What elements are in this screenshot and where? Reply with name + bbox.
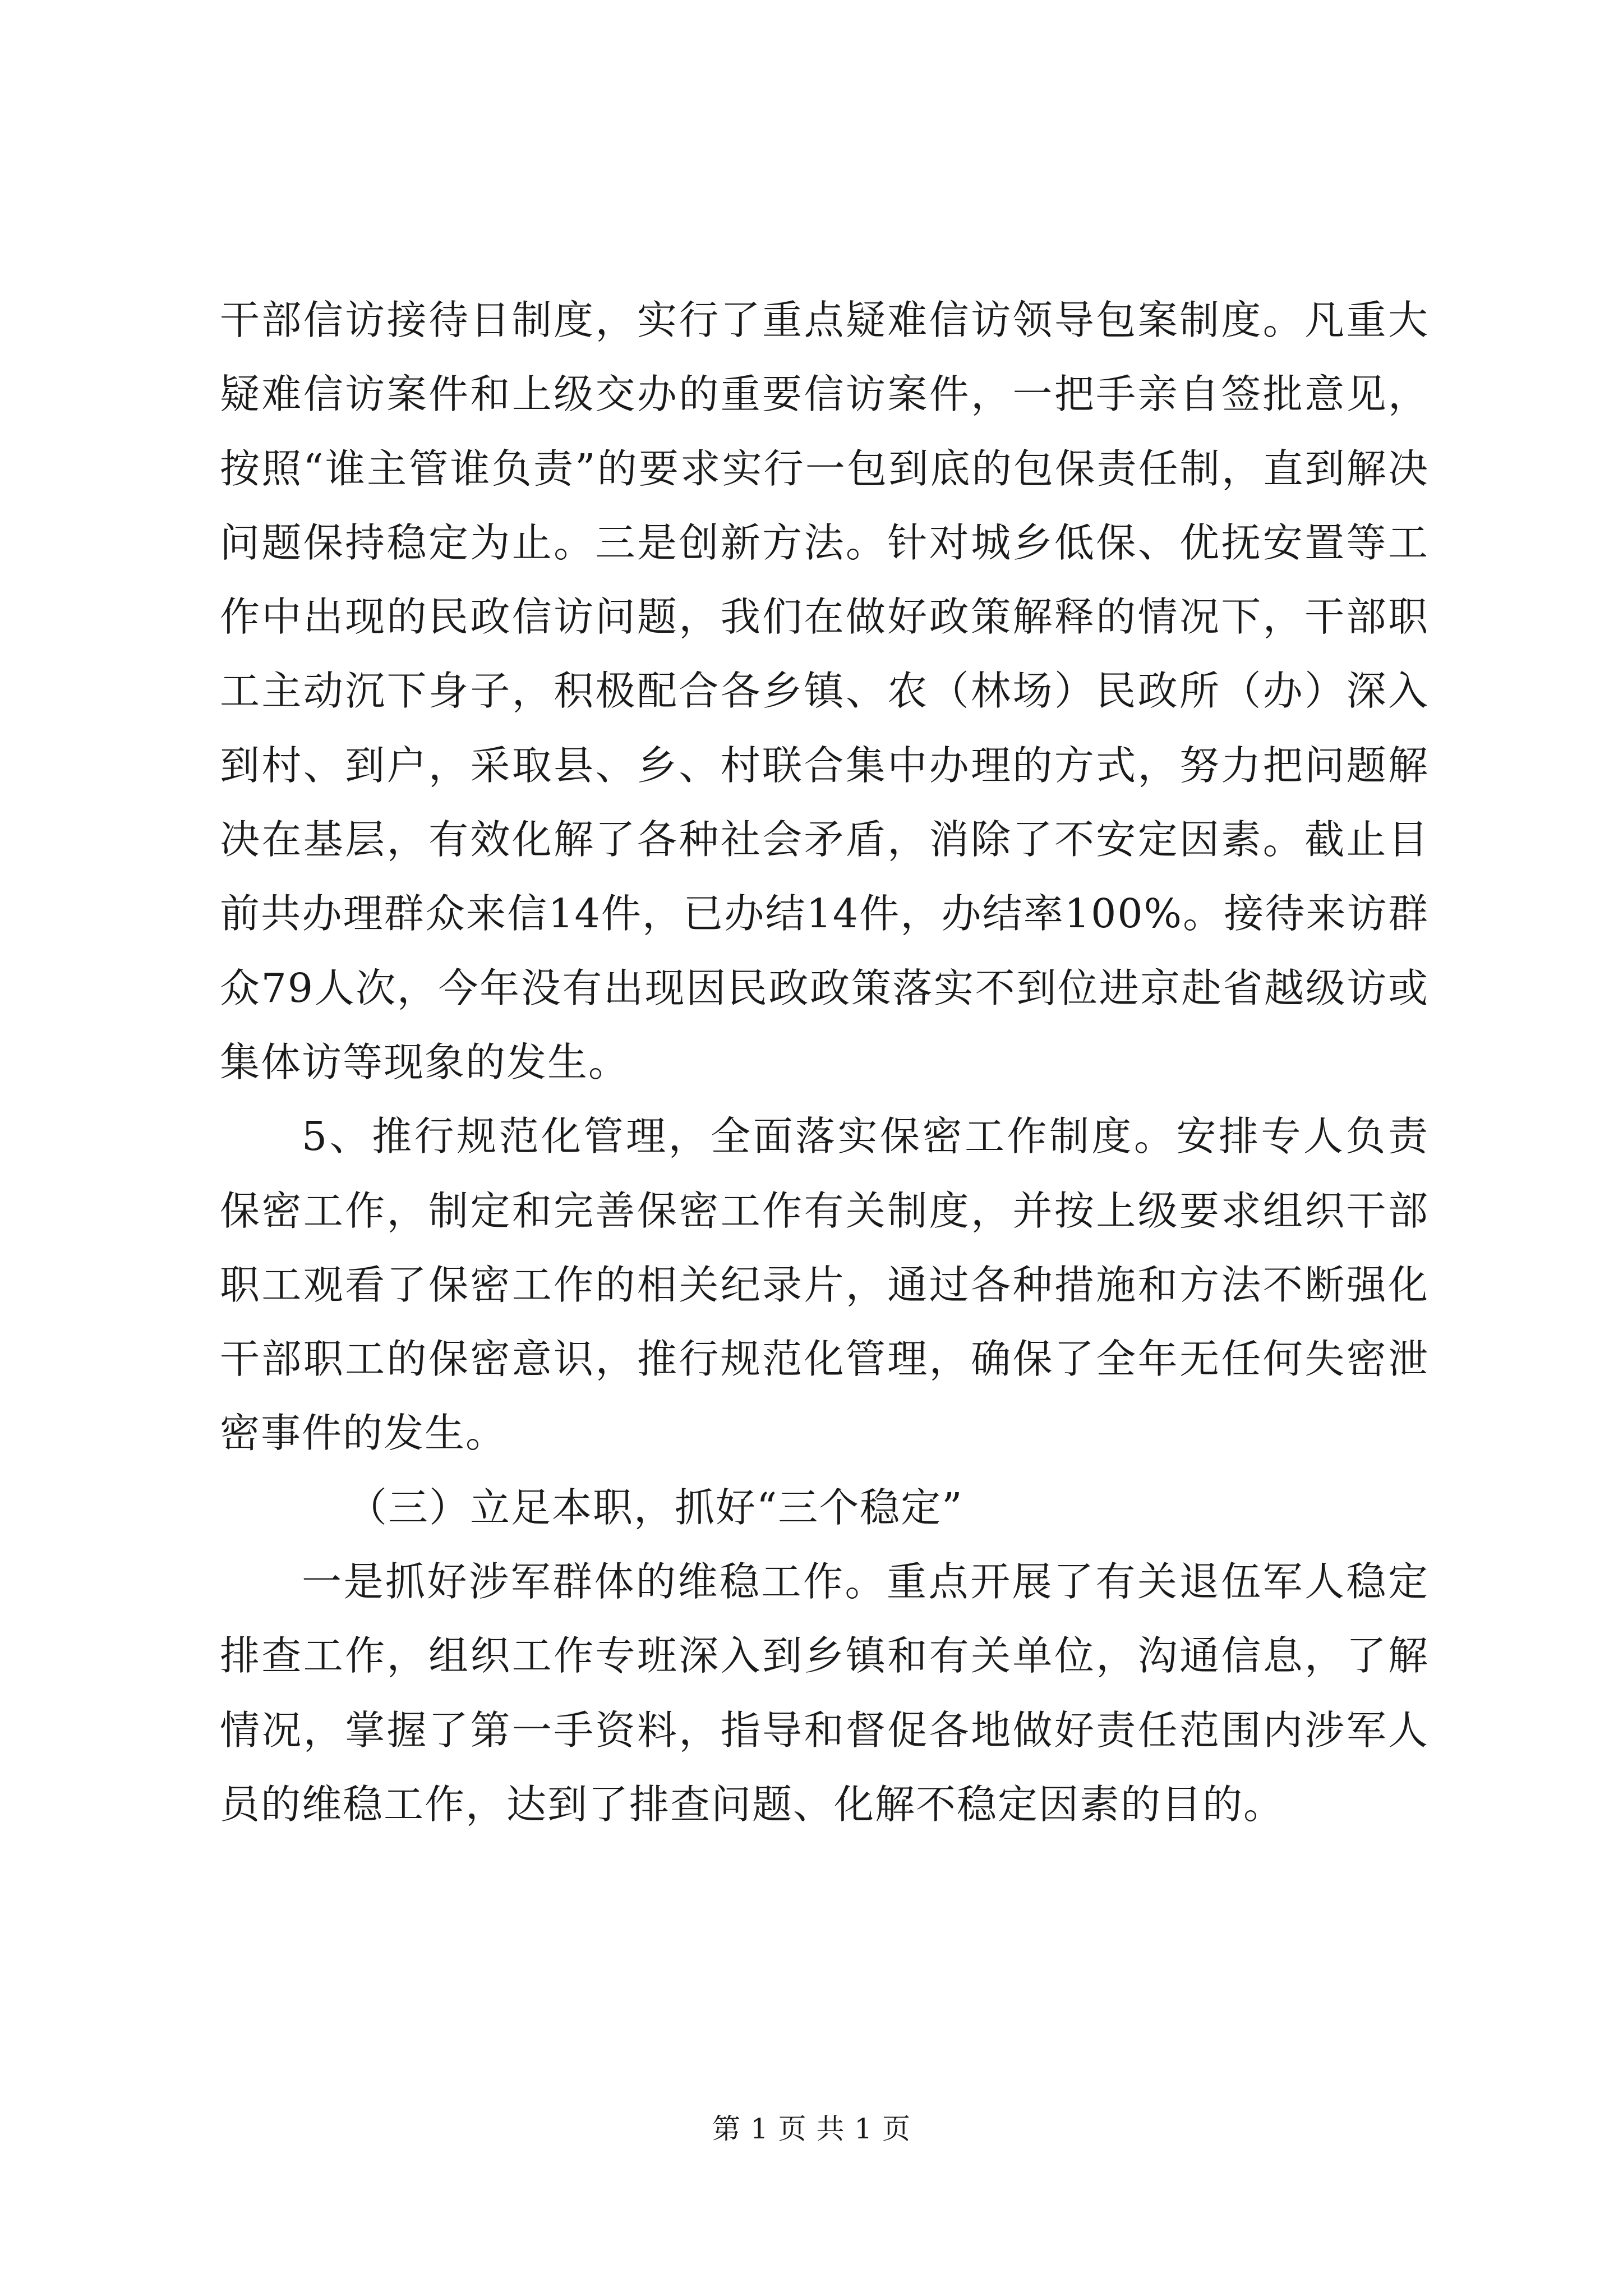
document-body xyxy=(220,283,1429,1842)
paragraph-letters-visits: 干部信访接待日制度，实行了重点疑难信访领导包案制度。凡重大疑难信访案件和上级交办的重要信访案件，一把手亲自签批意见，按照“谁主管谁负责”的要求实行一包到底的包保责任制，直到解决问题保持稳定为止。三是创新方法。针对城乡低保、优抚安置等工作中出现的民政信访问题，我们在做好政策解释的情况下，干部职工主动沉下身子，积极配合各乡镇、农（林场）民政所（办）深入到村、到户，采取县、乡、村联合集中办理的方式，努力把问题解决在基层，有效化解了各种社会矛盾，消除了不安定因素。截止目前共办理群众来信14件，已办结14件，办结率100%。接待来访群众79人次，今年没有出现因民政政策落实不到位进京赴省越级访或集体访等现象的发生。 xyxy=(220,297,1429,1085)
paragraph-confidentiality: 5、推行规范化管理，全面落实保密工作制度。安排专人负责保密工作，制定和完善保密工作有关制度，并按上级要求组织干部职工观看了保密工作的相关纪录片，通过各种措施和方法不断强化干部职工的保密意识，推行规范化管理，确保了全年无任何失密泄密事件的发生。 xyxy=(220,1113,1429,1457)
page-footer: 第 1 页 共 1 页 xyxy=(712,2113,911,2145)
section-heading-three-stabilities: （三）立足本职，抓好“三个稳定” xyxy=(347,1484,963,1531)
paragraph-military-stability: 一是抓好涉军群体的维稳工作。重点开展了有关退伍军人稳定排查工作，组织工作专班深入到乡镇和有关单位，沟通信息，了解情况，掌握了第一手资料，指导和督促各地做好责任范围内涉军人员的维稳工作，达到了排查问题、化解不稳定因素的目的。 xyxy=(220,1558,1429,1828)
